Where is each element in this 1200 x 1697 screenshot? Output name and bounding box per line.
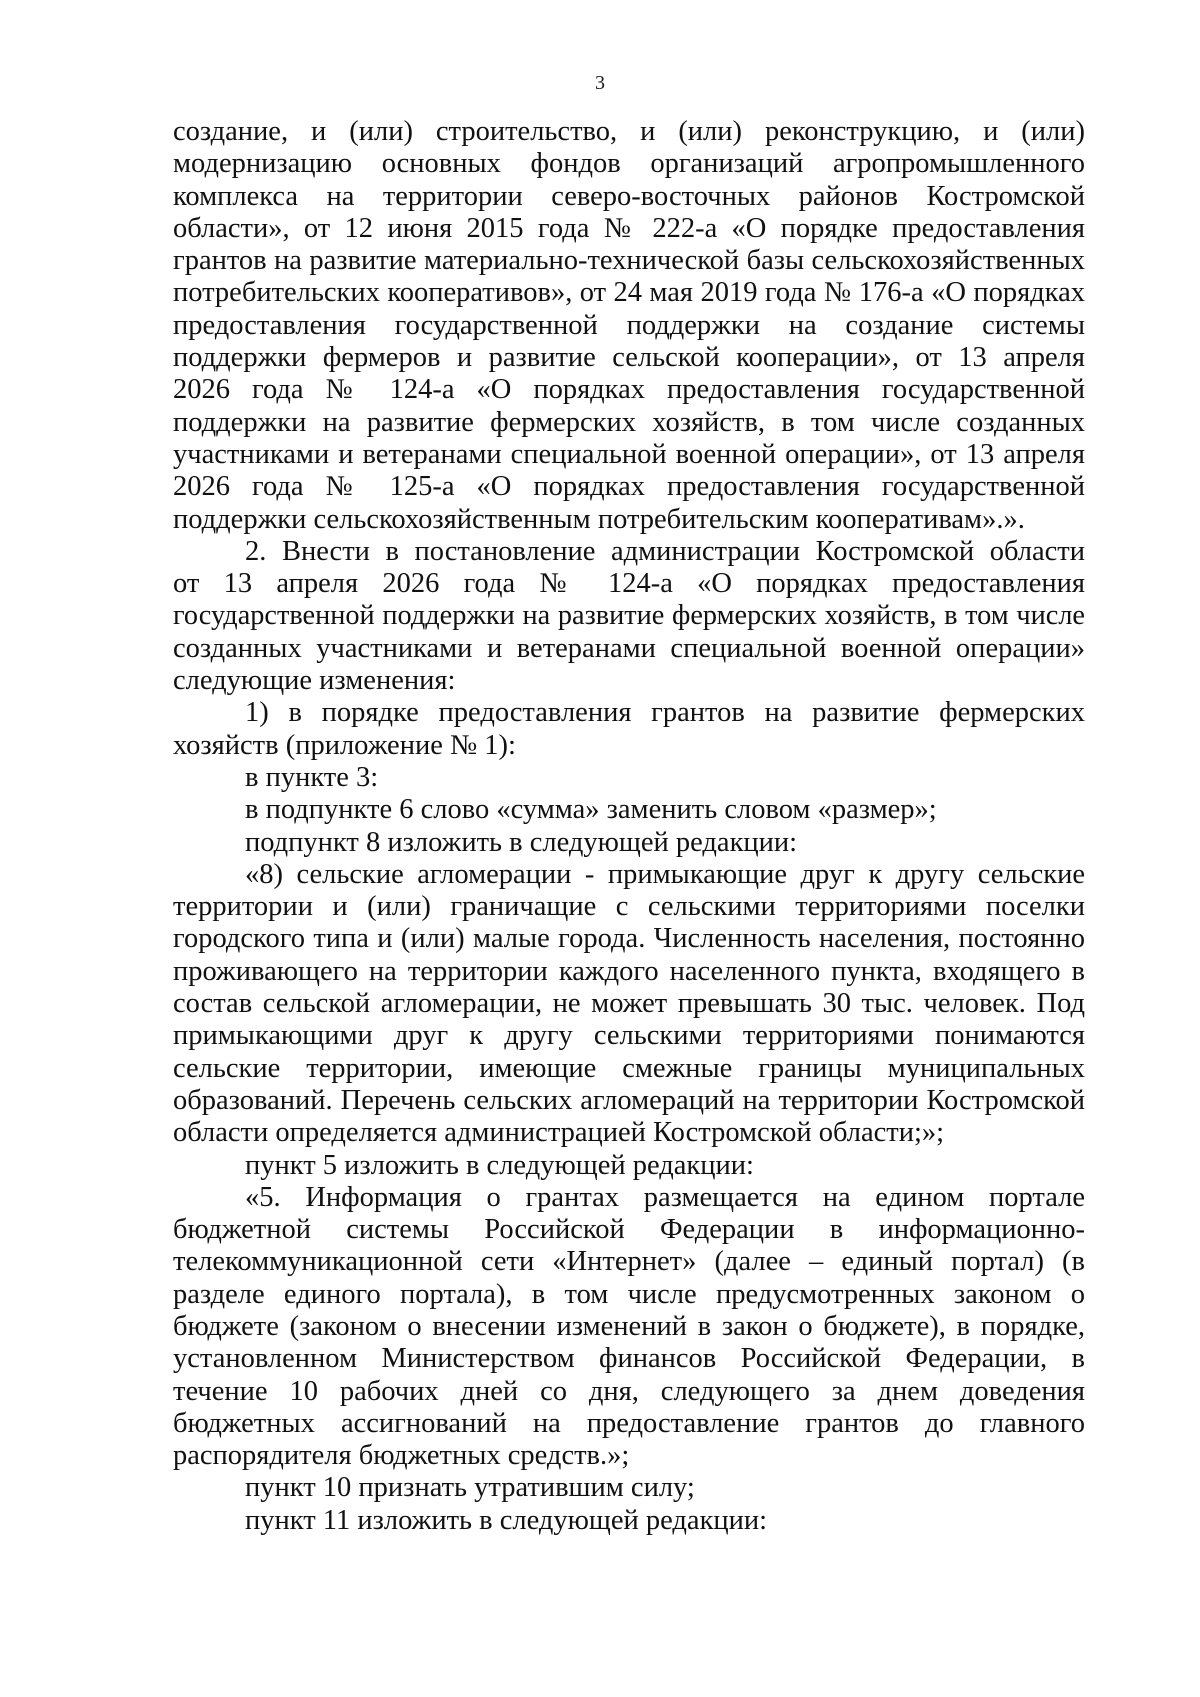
text-line: пункт 11 изложить в следующей редакции:: [245, 1504, 768, 1536]
text-line: распорядителя бюджетных средств.»;: [173, 1440, 630, 1472]
document-body: [173, 116, 1085, 1537]
text-line: бюджетных ассигнований на предоставление грантов до главного: [173, 1407, 1085, 1439]
text-line: «5. Информация о грантах размещается на едином портале: [245, 1181, 1085, 1213]
text-line: пункт 10 признать утратившим силу;: [245, 1472, 695, 1504]
text-line: в подпункте 6 слово «сумма» заменить словом «размер»;: [245, 794, 937, 826]
text-line: поддержки фермеров и развитие сельской кооперации», от 13 апреля: [173, 342, 1085, 374]
text-line: области определяется администрацией Костромской области;»;: [173, 1117, 945, 1149]
text-line: 2. Внести в постановление администрации Костромской области: [245, 535, 1085, 567]
text-line: поддержки сельскохозяйственным потребительским кооперативам».».: [173, 503, 1025, 535]
text-line: 2026 года № 124-а «О порядках предоставления государственной: [173, 374, 1085, 406]
text-line: пункт 5 изложить в следующей редакции:: [245, 1149, 754, 1181]
text-line: хозяйств (приложение № 1):: [173, 729, 516, 761]
text-line: комплекса на территории северо-восточных районов Костромской: [173, 180, 1085, 212]
text-line: 2026 года № 125-а «О порядках предоставления государственной: [173, 471, 1085, 503]
text-line: примыкающими друг к другу сельскими территориями понимаются: [173, 1020, 1085, 1052]
text-line: территории и (или) граничащие с сельскими территориями поселки: [173, 891, 1085, 923]
text-line: модернизацию основных фондов организаций агропромышленного: [173, 148, 1085, 180]
text-line: области», от 12 июня 2015 года № 222-а «О порядке предоставления: [173, 212, 1085, 244]
text-line: поддержки на развитие фермерских хозяйств, в том числе созданных: [173, 406, 1085, 438]
text-line: бюджете (законом о внесении изменений в закон о бюджете), в порядке,: [173, 1310, 1085, 1342]
text-line: образований. Перечень сельских агломераций на территории Костромской: [173, 1084, 1085, 1116]
text-line: от 13 апреля 2026 года № 124-а «О порядках предоставления: [173, 568, 1085, 600]
text-line: течение 10 рабочих дней со дня, следующего за днем доведения: [173, 1375, 1085, 1407]
text-line: государственной поддержки на развитие фермерских хозяйств, в том числе: [173, 600, 1085, 632]
text-line: предоставления государственной поддержки на создание системы: [173, 309, 1085, 341]
text-line: состав сельской агломерации, не может превышать 30 тыс. человек. Под: [173, 988, 1085, 1020]
text-line: установленном Министерством финансов Российской Федерации, в: [173, 1343, 1085, 1375]
text-line: телекоммуникационной сети «Интернет» (далее – единый портал) (в: [173, 1246, 1085, 1278]
text-line: участниками и ветеранами специальной военной операции», от 13 апреля: [173, 438, 1085, 470]
text-line: подпункт 8 изложить в следующей редакции:: [245, 826, 798, 858]
text-line: создание, и (или) строительство, и (или) реконструкцию, и (или): [173, 116, 1085, 147]
text-line: в пункте 3:: [245, 761, 379, 793]
text-line: городского типа и (или) малые города. Численность населения, постоянно: [173, 923, 1085, 955]
text-line: «8) сельские агломерации - примыкающие друг к другу сельские: [245, 858, 1085, 890]
page-number: 3: [595, 72, 605, 94]
text-line: потребительских кооперативов», от 24 мая 2019 года № 176-а «О порядках: [173, 277, 1085, 309]
text-line: проживающего на территории каждого населенного пункта, входящего в: [173, 955, 1085, 987]
text-line: бюджетной системы Российской Федерации в информационно-: [173, 1214, 1085, 1246]
text-line: созданных участниками и ветеранами специальной военной операции»: [173, 632, 1085, 664]
text-line: 1) в порядке предоставления грантов на развитие фермерских: [245, 697, 1085, 729]
text-line: разделе единого портала), в том числе предусмотренных законом о: [173, 1278, 1085, 1310]
text-line: сельские территории, имеющие смежные границы муниципальных: [173, 1052, 1085, 1084]
text-line: грантов на развитие материально-технической базы сельскохозяйственных: [173, 245, 1085, 277]
text-line: следующие изменения:: [173, 665, 456, 697]
